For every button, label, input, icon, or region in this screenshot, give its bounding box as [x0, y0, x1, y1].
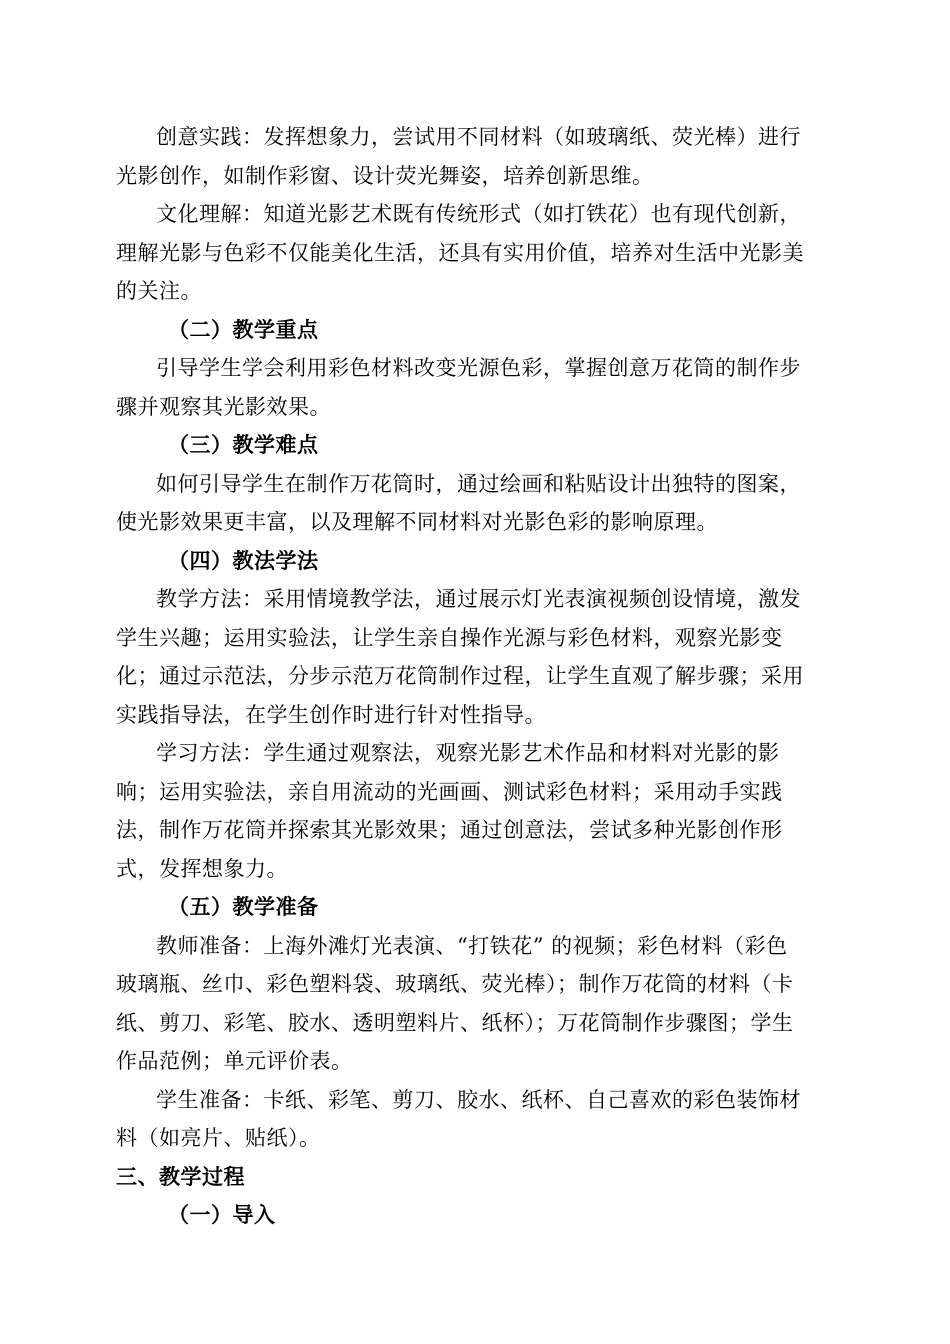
- heading-teaching-process: 三、教学过程: [116, 1163, 245, 1189]
- text-line: 料（如亮片、贴纸）。: [116, 1126, 321, 1150]
- paragraph-key-points: [116, 349, 834, 426]
- paragraph-cultural-understanding: [116, 195, 834, 311]
- text-line: 的关注。: [116, 279, 202, 303]
- paragraph-teacher-prep: [116, 927, 834, 1081]
- text-line: 光影创作，如制作彩窗、设计荧光舞姿，培养创新思维。: [116, 163, 654, 188]
- heading-intro: （一）导入: [168, 1202, 276, 1227]
- text-line: 引导学生学会利用彩色材料改变光源色彩，掌握创意万花筒的制作步: [156, 356, 801, 380]
- text-line: 教师准备：上海外滩灯光表演、“打铁花” 的视频；彩色材料（彩色: [156, 933, 788, 958]
- text-line: 理解光影与色彩不仅能美化生活，还具有实用价值，培养对生活中光影美: [116, 240, 804, 265]
- document-body: [116, 118, 834, 1235]
- heading-preparation: （五）教学准备: [168, 894, 319, 919]
- paragraph-learning-methods: [116, 734, 834, 888]
- heading-key-points: （二）教学重点: [168, 316, 319, 342]
- text-line: 纸、剪刀、彩笔、胶水、透明塑料片、纸杯）；万花筒制作步骤图；学生: [116, 1010, 794, 1035]
- text-line: 法，制作万花筒并探索其光影效果；通过创意法，尝试多种光影创作形: [116, 818, 783, 842]
- text-line: 化；通过示范法，分步示范万花筒制作过程，让学生直观了解步骤；采用: [116, 664, 804, 688]
- text-line: 骤并观察其光影效果。: [116, 394, 331, 419]
- text-line: 学生准备：卡纸、彩笔、剪刀、胶水、纸杯、自己喜欢的彩色装饰材: [156, 1087, 801, 1112]
- text-line: 文化理解：知道光影艺术既有传统形式（如打铁花）也有现代创新，: [156, 202, 801, 226]
- text-line: 作品范例；单元评价表。: [116, 1049, 353, 1073]
- paragraph-teaching-methods: [116, 580, 834, 734]
- paragraph-creative-practice: [116, 118, 834, 195]
- text-line: 如何引导学生在制作万花筒时，通过绘画和粘贴设计出独特的图案，: [156, 471, 801, 496]
- text-line: 式，发挥想象力。: [116, 856, 288, 881]
- text-line: 玻璃瓶、丝巾、彩色塑料袋、玻璃纸、荧光棒）；制作万花筒的材料（卡: [116, 972, 794, 996]
- text-line: 响；运用实验法，亲自用流动的光画画、测试彩色材料；采用动手实践: [116, 779, 783, 804]
- paragraph-student-prep: [116, 1081, 834, 1158]
- heading-difficult-points: （三）教学难点: [168, 432, 319, 457]
- text-line: 学习方法：学生通过观察法，观察光影艺术作品和材料对光影的影: [156, 741, 780, 765]
- text-line: 学生兴趣；运用实验法，让学生亲自操作光源与彩色材料，观察光影变: [116, 625, 783, 650]
- text-line: 教学方法：采用情境教学法，通过展示灯光表演视频创设情境，激发: [156, 587, 801, 611]
- text-line: 使光影效果更丰富，以及理解不同材料对光影色彩的影响原理。: [116, 510, 718, 534]
- text-line: 创意实践：发挥想象力，尝试用不同材料（如玻璃纸、荧光棒）进行: [156, 125, 801, 149]
- paragraph-difficult-points: [116, 465, 834, 542]
- text-line: 实践指导法，在学生创作时进行针对性指导。: [116, 702, 546, 727]
- heading-methods: （四）教法学法: [168, 547, 319, 573]
